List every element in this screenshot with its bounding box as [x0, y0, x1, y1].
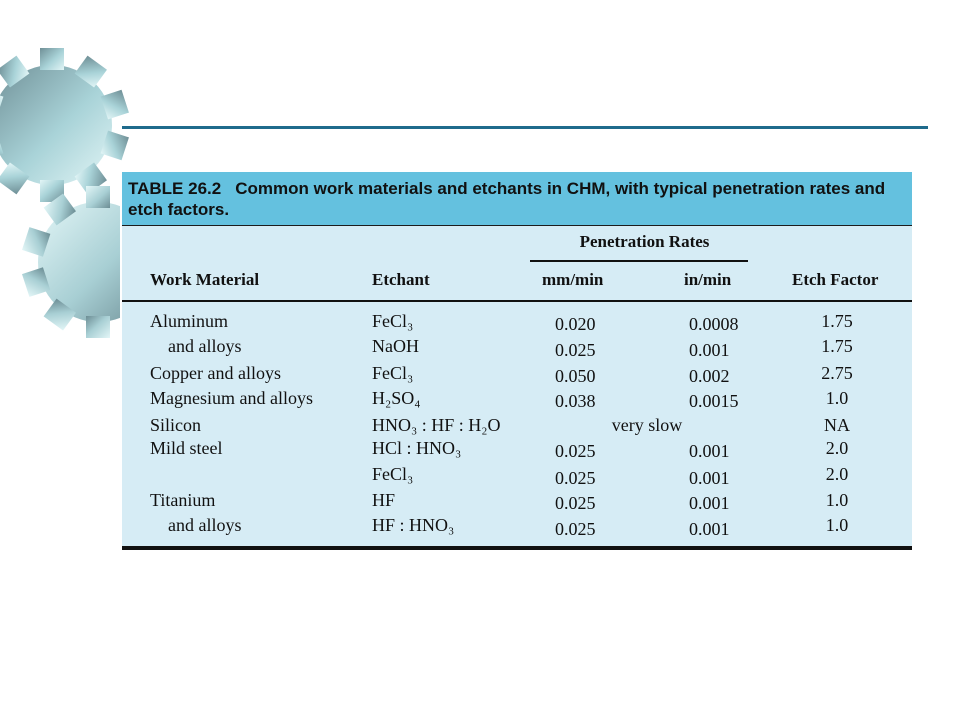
table-caption [122, 172, 912, 226]
cell-etch-factor: 1.75 [821, 336, 853, 356]
cell-material: and alloys [168, 515, 242, 535]
cell-etchant: FeCl₃ [372, 464, 414, 484]
header-penetration-rates: Penetration Rates [579, 232, 710, 251]
cell-etchant: FeCl₃ [372, 363, 414, 383]
cell-mm-min: 0.020 [555, 314, 596, 334]
cell-material: Mild steel [150, 438, 223, 458]
cell-in-min: 0.0008 [689, 314, 739, 334]
cell-etchant: H₂SO₄ [372, 388, 421, 408]
title-divider [122, 126, 928, 129]
cell-in-min: 0.001 [689, 340, 730, 360]
cell-material: Aluminum [150, 311, 229, 331]
cell-etch-factor: 1.75 [821, 311, 853, 331]
cell-in-min: 0.002 [689, 366, 730, 386]
cell-etchant: HNO₃ : HF : H₂O [372, 415, 501, 435]
cell-etch-factor: 2.0 [825, 464, 849, 484]
header-etch-factor: Etch Factor [792, 270, 879, 289]
cell-etchant: HF [372, 490, 396, 510]
cell-material: Titanium [150, 490, 216, 510]
cell-etchant: HF : HNO₃ [372, 515, 455, 535]
etchant-table [122, 172, 912, 550]
cell-in-min: 0.001 [689, 493, 730, 513]
cell-etch-factor: NA [824, 415, 850, 435]
cell-material: Silicon [150, 415, 202, 435]
header-in-min: in/min [684, 270, 732, 289]
cell-etchant: NaOH [372, 336, 419, 356]
cell-material: and alloys [168, 336, 242, 356]
table-bottom-rule [122, 546, 912, 550]
cell-in-min: 0.001 [689, 468, 730, 488]
gears-decoration [0, 0, 140, 360]
cell-etchant: FeCl₃ [372, 311, 414, 331]
table-caption-text: Common work materials and etchants in CHM, with typical penetration rates and etch factors. [128, 179, 886, 219]
cell-mm-min: 0.025 [555, 468, 596, 488]
cell-mm-min: 0.038 [555, 391, 596, 411]
cell-etchant: HCl : HNO₃ [372, 438, 462, 458]
cell-in-min: 0.0015 [689, 391, 739, 411]
gear-icon [0, 48, 129, 202]
cell-mm-min: 0.050 [555, 366, 596, 386]
header-mm-min: mm/min [542, 270, 604, 289]
table-number: TABLE 26.2 [128, 179, 222, 198]
cell-material: Copper and alloys [150, 363, 281, 383]
header-work-material: Work Material [150, 270, 260, 289]
cell-mm-min: 0.025 [555, 340, 596, 360]
cell-in-min: 0.001 [689, 441, 730, 461]
cell-etch-factor: 1.0 [825, 490, 849, 510]
cell-mm-min: 0.025 [555, 441, 596, 461]
cell-etch-factor: 1.0 [825, 388, 849, 408]
cell-etch-factor: 2.75 [821, 363, 853, 383]
cell-mm-min: 0.025 [555, 493, 596, 513]
penetration-span-rule [530, 260, 748, 262]
cell-mm-min: 0.025 [555, 519, 596, 539]
cell-material: Magnesium and alloys [150, 388, 313, 408]
cell-in-min: 0.001 [689, 519, 730, 539]
cell-penetration-merged: very slow [611, 415, 683, 435]
header-etchant: Etchant [372, 270, 430, 289]
cell-etch-factor: 1.0 [825, 515, 849, 535]
header-rule [122, 300, 912, 302]
cell-etch-factor: 2.0 [825, 438, 849, 458]
